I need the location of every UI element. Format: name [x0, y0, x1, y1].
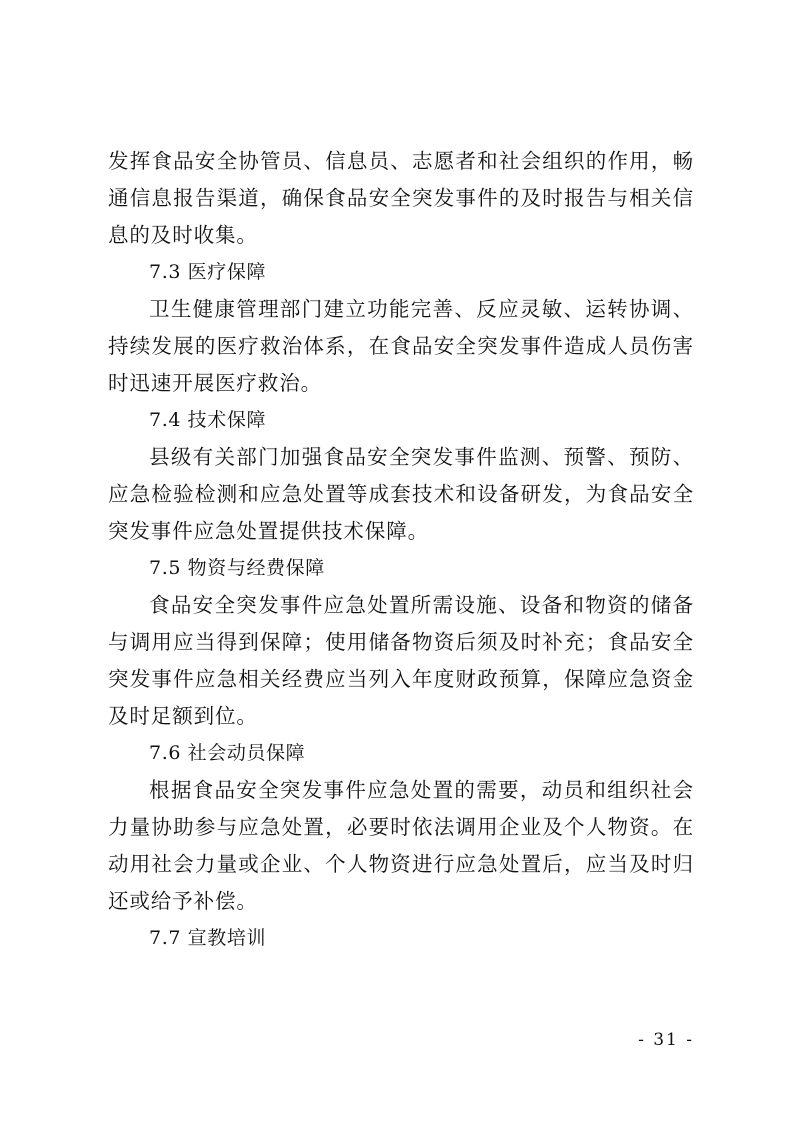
- section-heading-7-5: 7.5 物资与经费保障: [149, 557, 325, 579]
- paragraph-social-mobilization: 根据食品安全突发事件应急处置的需要，动员和组织社会力量协助参与应急处置，必要时依法调用企业及个人物资。在动用社会力量或企业、个人物资进行应急处置后，应当及时归还或给予补偿。: [108, 778, 694, 913]
- section-heading-7-7: 7.7 宣教培训: [149, 927, 267, 949]
- page-number: - 31 -: [638, 1030, 694, 1050]
- paragraph-technical-support: 县级有关部门加强食品安全突发事件监测、预警、预防、应急检验检测和应急处置等成套技术和设备研发，为食品安全突发事件应急处置提供技术保障。: [108, 445, 694, 543]
- section-heading-7-3: 7.3 医疗保障: [149, 261, 267, 283]
- paragraph-materials-funding: 食品安全突发事件应急处置所需设施、设备和物资的储备与调用应当得到保障；使用储备物资后须及时补充；食品安全突发事件应急相关经费应当列入年度财政预算，保障应急资金及时足额到位。: [108, 593, 694, 728]
- document-body: [108, 143, 694, 957]
- paragraph-medical-support: 卫生健康管理部门建立功能完善、反应灵敏、运转协调、持续发展的医疗救治体系，在食品安全突发事件造成人员伤害时迅速开展医疗救治。: [108, 297, 694, 395]
- paragraph-info-reporting: 发挥食品安全协管员、信息员、志愿者和社会组织的作用，畅通信息报告渠道，确保食品安全突发事件的及时报告与相关信息的及时收集。: [108, 149, 694, 247]
- section-heading-7-6: 7.6 社会动员保障: [149, 742, 306, 764]
- section-heading-7-4: 7.4 技术保障: [149, 409, 267, 431]
